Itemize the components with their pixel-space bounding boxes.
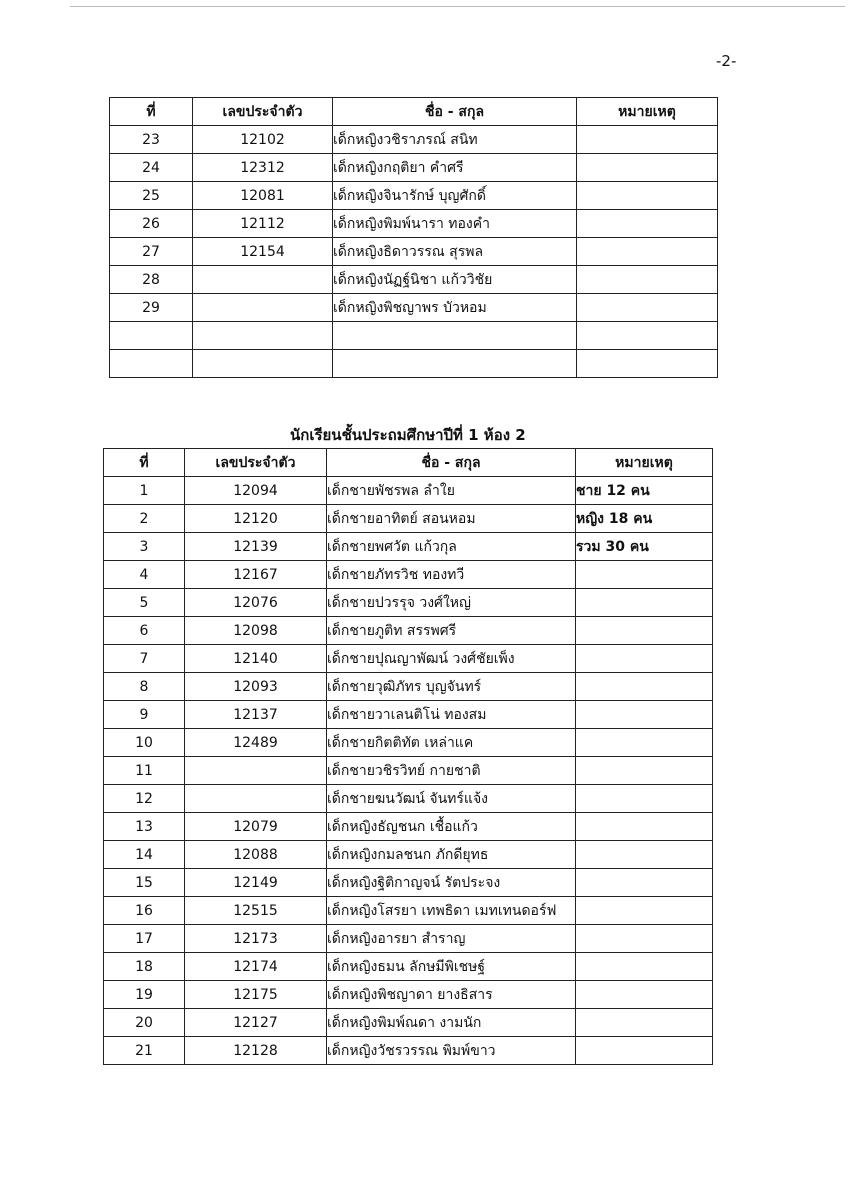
student-id: 12079: [185, 813, 327, 841]
row-number: 27: [110, 238, 193, 266]
student-id: [185, 757, 327, 785]
remark: [576, 897, 713, 925]
row-number: 23: [110, 126, 193, 154]
row-number: 3: [104, 533, 185, 561]
table-row: [104, 869, 713, 897]
student-name: เด็กชายวุฒิภัทร บุญจันทร์: [327, 673, 576, 701]
student-id: 12088: [185, 841, 327, 869]
table-row: [110, 126, 718, 154]
student-name: เด็กชายวาเลนติโน่ ทองสม: [327, 701, 576, 729]
student-id: [185, 785, 327, 813]
header-note: หมายเหตุ: [577, 98, 718, 126]
student-table-1: [109, 97, 718, 378]
remark: [577, 154, 718, 182]
row-number: 28: [110, 266, 193, 294]
remark: [577, 182, 718, 210]
remark: ชาย 12 คน: [576, 477, 713, 505]
row-number: 10: [104, 729, 185, 757]
student-name: เด็กชายกิตติทัต เหล่าแค: [327, 729, 576, 757]
row-number: [110, 322, 193, 350]
student-name: เด็กชายภูติท สรรพศรี: [327, 617, 576, 645]
remark: [577, 350, 718, 378]
table-row: [104, 701, 713, 729]
student-name: เด็กหญิงธัญชนก เชื้อแก้ว: [327, 813, 576, 841]
student-name: เด็กหญิงพิชญาพร บัวหอม: [333, 294, 577, 322]
student-id: 12489: [185, 729, 327, 757]
student-name: เด็กหญิงธมน ลักษมีพิเชษฐ์: [327, 953, 576, 981]
row-number: 13: [104, 813, 185, 841]
table-row: [104, 897, 713, 925]
student-name: เด็กชายปวรรุจ วงศ์ใหญ่: [327, 589, 576, 617]
table-row: [104, 477, 713, 505]
table-row: [104, 533, 713, 561]
table-row: [104, 785, 713, 813]
row-number: 21: [104, 1037, 185, 1065]
header-note: หมายเหตุ: [576, 449, 713, 477]
top-rule: [70, 6, 845, 7]
student-id: [193, 294, 333, 322]
student-id: 12102: [193, 126, 333, 154]
remark: [576, 1037, 713, 1065]
header-name: ชื่อ - สกุล: [327, 449, 576, 477]
row-number: 9: [104, 701, 185, 729]
table-row: [110, 182, 718, 210]
row-number: 17: [104, 925, 185, 953]
student-id: 12127: [185, 1009, 327, 1037]
row-number: 15: [104, 869, 185, 897]
header-name: ชื่อ - สกุล: [333, 98, 577, 126]
remark: [577, 266, 718, 294]
student-name: เด็กชายวชิรวิทย์ กายชาติ: [327, 757, 576, 785]
student-table-2: [103, 448, 713, 1065]
table-row: [104, 505, 713, 533]
student-id: 12167: [185, 561, 327, 589]
student-id: 12149: [185, 869, 327, 897]
remark: [576, 645, 713, 673]
row-number: 7: [104, 645, 185, 673]
student-id: 12094: [185, 477, 327, 505]
student-id: [193, 350, 333, 378]
student-id: 12112: [193, 210, 333, 238]
student-id: 12137: [185, 701, 327, 729]
table-row: [104, 757, 713, 785]
remark: [577, 322, 718, 350]
student-id: 12154: [193, 238, 333, 266]
remark: [576, 729, 713, 757]
row-number: 5: [104, 589, 185, 617]
remark: [576, 673, 713, 701]
student-name: เด็กชายพัชรพล ลำใย: [327, 477, 576, 505]
table-row: [104, 617, 713, 645]
student-name: เด็กหญิงกมลชนก ภักดียุทธ: [327, 841, 576, 869]
student-id: 12098: [185, 617, 327, 645]
student-id: 12174: [185, 953, 327, 981]
student-name: เด็กหญิงธิดาวรรณ สุรพล: [333, 238, 577, 266]
student-id: [193, 322, 333, 350]
student-name: [333, 322, 577, 350]
remark: [576, 701, 713, 729]
remark: [577, 294, 718, 322]
student-id: 12128: [185, 1037, 327, 1065]
table-row: [110, 350, 718, 378]
remark: หญิง 18 คน: [576, 505, 713, 533]
student-name: เด็กหญิงวชิราภรณ์ สนิท: [333, 126, 577, 154]
table-row: [110, 210, 718, 238]
student-name: เด็กหญิงอารยา สำราญ: [327, 925, 576, 953]
row-number: 25: [110, 182, 193, 210]
student-name: เด็กชายพศวัต แก้วกุล: [327, 533, 576, 561]
student-name: เด็กชายฆนวัฒน์ จันทร์แจ้ง: [327, 785, 576, 813]
page-number: -2-: [716, 52, 737, 70]
remark: [576, 561, 713, 589]
student-name: เด็กชายภัทรวิช ทองทวี: [327, 561, 576, 589]
table-row: [104, 925, 713, 953]
table-row: [104, 841, 713, 869]
table-row: [104, 981, 713, 1009]
table-row: [104, 813, 713, 841]
student-name: เด็กหญิงกฤติยา คำศรี: [333, 154, 577, 182]
row-number: 8: [104, 673, 185, 701]
header-id: เลขประจำตัว: [193, 98, 333, 126]
student-id: 12093: [185, 673, 327, 701]
table-row: [110, 238, 718, 266]
student-name: เด็กชายอาทิตย์ สอนหอม: [327, 505, 576, 533]
remark: [576, 841, 713, 869]
table-row: [104, 729, 713, 757]
header-no: ที่: [110, 98, 193, 126]
remark: [577, 126, 718, 154]
student-id: 12140: [185, 645, 327, 673]
remark: [577, 210, 718, 238]
remark: [576, 1009, 713, 1037]
row-number: 11: [104, 757, 185, 785]
student-id: 12081: [193, 182, 333, 210]
row-number: 16: [104, 897, 185, 925]
student-id: 12076: [185, 589, 327, 617]
remark: รวม 30 คน: [576, 533, 713, 561]
table-row: [110, 294, 718, 322]
row-number: 18: [104, 953, 185, 981]
table-row: [104, 645, 713, 673]
remark: [576, 785, 713, 813]
table-row: [104, 1009, 713, 1037]
student-name: เด็กหญิงพิมพ์นารา ทองคำ: [333, 210, 577, 238]
student-name: เด็กหญิงฐิติกาญจน์ รัตประจง: [327, 869, 576, 897]
row-number: 6: [104, 617, 185, 645]
student-id: 12515: [185, 897, 327, 925]
student-id: 12173: [185, 925, 327, 953]
remark: [577, 238, 718, 266]
table-row: [110, 266, 718, 294]
table-header-row: [104, 449, 713, 477]
student-id: [193, 266, 333, 294]
student-name: เด็กหญิงนัฏฐ์นิชา แก้ววิชัย: [333, 266, 577, 294]
student-id: 12312: [193, 154, 333, 182]
remark: [576, 925, 713, 953]
remark: [576, 589, 713, 617]
student-id: 12120: [185, 505, 327, 533]
row-number: 1: [104, 477, 185, 505]
student-name: [333, 350, 577, 378]
table-row: [104, 589, 713, 617]
remark: [576, 981, 713, 1009]
student-id: 12175: [185, 981, 327, 1009]
row-number: 26: [110, 210, 193, 238]
student-name: เด็กหญิงโสรยา เทพธิดา เมทเทนดอร์ฟ: [327, 897, 576, 925]
table-row: [104, 1037, 713, 1065]
table-row: [104, 673, 713, 701]
header-id: เลขประจำตัว: [185, 449, 327, 477]
table-row: [110, 322, 718, 350]
table-row: [110, 154, 718, 182]
row-number: 14: [104, 841, 185, 869]
student-name: เด็กชายปุณญาพัฒน์ วงศ์ชัยเพ็ง: [327, 645, 576, 673]
remark: [576, 869, 713, 897]
student-id: 12139: [185, 533, 327, 561]
class-caption: นักเรียนชั้นประถมศึกษาปีที่ 1 ห้อง 2: [290, 426, 526, 444]
table-header-row: [110, 98, 718, 126]
remark: [576, 617, 713, 645]
row-number: 12: [104, 785, 185, 813]
student-name: เด็กหญิงพิมพ์ณดา งามนัก: [327, 1009, 576, 1037]
row-number: 4: [104, 561, 185, 589]
row-number: 20: [104, 1009, 185, 1037]
row-number: 19: [104, 981, 185, 1009]
remark: [576, 813, 713, 841]
row-number: 24: [110, 154, 193, 182]
remark: [576, 953, 713, 981]
student-name: เด็กหญิงพิชญาดา ยางธิสาร: [327, 981, 576, 1009]
table-row: [104, 561, 713, 589]
row-number: 29: [110, 294, 193, 322]
student-name: เด็กหญิงวัชรวรรณ พิมพ์ขาว: [327, 1037, 576, 1065]
table-row: [104, 953, 713, 981]
student-name: เด็กหญิงจินารักษ์ บุญศักดิ์: [333, 182, 577, 210]
header-no: ที่: [104, 449, 185, 477]
row-number: [110, 350, 193, 378]
remark: [576, 757, 713, 785]
row-number: 2: [104, 505, 185, 533]
